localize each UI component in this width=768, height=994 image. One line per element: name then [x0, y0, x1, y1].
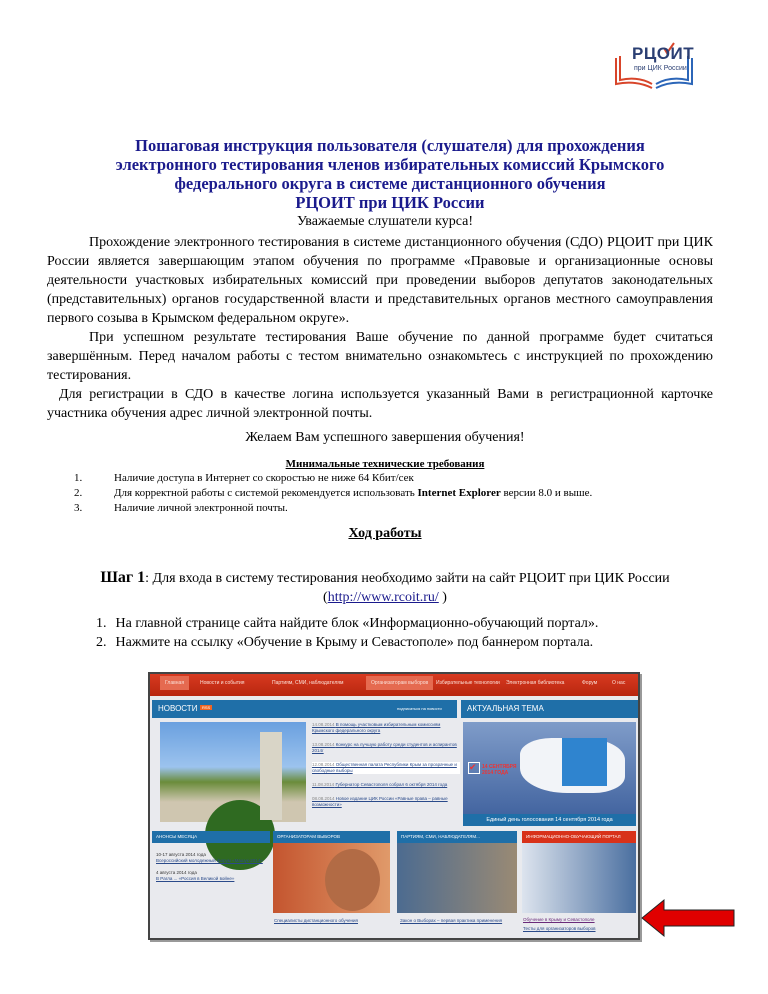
greeting: Уважаемые слушатели курса! [296, 214, 474, 229]
nav-item[interactable]: Электронная библиотека [506, 680, 565, 686]
requirement-item [74, 501, 592, 516]
parties-photo[interactable] [397, 843, 517, 913]
paragraph-intro [47, 233, 713, 328]
news-item[interactable] [312, 782, 460, 788]
item-text: Нажмите на ссылку «Обучение в Крыму и Севастополе» под баннером портала. [115, 635, 594, 650]
item-number: 1. [96, 616, 107, 631]
news-photo[interactable] [160, 722, 306, 822]
requirement-item [74, 471, 592, 486]
organizer-tests-link[interactable]: Тесты для организаторов выборов [523, 926, 596, 931]
parties-header: ПАРТИЯМ, СМИ, НАБЛЮДАТЕЛЯМ... [397, 831, 517, 843]
crimea-training-link[interactable]: Обучение в Крыму и Севастополе [523, 917, 595, 922]
title-line: электронного тестирования членов избирательных комиссий Крымского [115, 155, 665, 174]
paren: ( [323, 590, 328, 605]
step-instructions [96, 614, 598, 652]
news-link[interactable]: В помощь участковым избирательным комиссиям Крымского федерального округа [312, 722, 441, 733]
browser-name: Internet Explorer [417, 487, 501, 499]
item-number: 2. [74, 487, 83, 499]
wish-text: Желаем Вам успешного завершения обучения! [245, 430, 525, 445]
item-text: Наличие личной электронной почты. [114, 502, 288, 514]
rcoit-link[interactable]: http://www.rcoit.ru/ [327, 590, 439, 605]
step-label: Шаг 1 [100, 569, 146, 586]
checkmark-icon: ✔ [468, 762, 480, 774]
paragraph-login [47, 385, 713, 423]
news-date: 11.08.2014 [312, 782, 335, 787]
nav-item[interactable]: Форум [582, 680, 598, 686]
news-title: НОВОСТИ [158, 704, 198, 713]
title-line: РЦОИТ при ЦИК России [295, 193, 485, 212]
announce-date: 10-17 августа 2014 года [156, 852, 206, 857]
item-text: Для корректной работы с системой рекомендуется использовать [114, 487, 418, 499]
news-link[interactable]: Новое издание ЦИК России «Равные права – равные возможности» [312, 796, 448, 807]
news-item[interactable] [312, 722, 460, 734]
item-number: 2. [96, 635, 107, 650]
announce-link[interactable]: В Parла ... «Россия в Великой войне» [156, 876, 235, 881]
item-text: На главной странице сайта найдите блок «Информационно-обучающий портал». [115, 616, 599, 631]
parties-link[interactable]: Закон о Выборах – первая практика применения [400, 918, 503, 923]
announce-header: АНОНСЫ МЕСЯЦА [152, 831, 270, 843]
workflow-title: Ход работы [348, 526, 422, 541]
portal-header: ИНФОРМАЦИОННО-ОБУЧАЮЩИЙ ПОРТАЛ [522, 831, 636, 843]
clock-tower-image [260, 732, 282, 820]
news-date: 08.08.2014 [312, 796, 335, 801]
topic-title: АКТУАЛЬНАЯ ТЕМА [467, 704, 544, 713]
topic-header [461, 700, 638, 718]
topic-footer[interactable]: Единый день голосования 14 сентября 2014 года [463, 814, 636, 826]
paragraph-intro-text: Прохождение электронного тестирования в системе дистанционного обучения (СДО) РЦОИТ при ЦИК России является завершающим этапом обучения по программе «Правовые и организационные основы деятельности участковых избирательных комиссий при проведении выборов депутатов законодательных (представительных) органов государственной власти и представительных органов местного самоуправления первого созыва в Крымском федеральном округе». [47, 235, 713, 326]
news-item[interactable] [312, 796, 460, 808]
logo-title: РЦОИТ [632, 44, 695, 63]
announce-date: 4 августа 2014 года [156, 870, 197, 875]
subscribe-link[interactable]: подписаться на новости [397, 706, 442, 711]
announce-link[interactable]: Всероссийский молодежный форум «Машук-2014» [156, 858, 263, 863]
announcements [156, 852, 264, 882]
step-1 [40, 568, 730, 607]
item-number: 1. [74, 472, 83, 484]
item-text: версии 8.0 и выше. [500, 487, 593, 499]
nav-item[interactable]: Новости и события [200, 680, 245, 686]
news-date: 13.08.2014 [312, 742, 335, 747]
organizers-link[interactable]: Специалисты дистанционного обучения [274, 918, 358, 923]
nav-item[interactable]: Организаторам выборов [366, 676, 433, 690]
news-item[interactable] [312, 762, 460, 774]
news-link[interactable]: Общественная палата Республики Крым за прозрачные и свободные выборы [312, 762, 457, 773]
news-link[interactable]: Конкурс на лучшую работу среди студентов и аспирантов 2014г [312, 742, 457, 753]
paragraph-login-text: Для регистрации в СДО в качестве логина используется указанный Вами в регистрационной карточке участника обучения адрес личной электронной почты. [47, 387, 713, 421]
title-line: федерального округа в системе дистанционного обучения [174, 174, 606, 193]
map-region [562, 738, 607, 786]
nav-item[interactable]: Избирательные технологии [436, 680, 500, 686]
woman-portrait [325, 849, 380, 911]
news-list [312, 722, 460, 816]
item-text: Наличие доступа в Интернет со скоростью не ниже 64 Кбит/сек [114, 472, 414, 484]
instruction-item [96, 633, 598, 652]
site-nav [150, 674, 638, 696]
rcoit-logo [610, 42, 698, 92]
news-header [152, 700, 457, 718]
rss-icon[interactable]: RSS [202, 705, 211, 710]
portal-photo[interactable] [522, 843, 636, 913]
item-number: 3. [74, 502, 83, 514]
news-link[interactable]: Губернатор Севастополя собрал 6 октября 2014 года [335, 782, 448, 787]
paragraph-success-text: При успешном результате тестирования Ваше обучение по данной программе будет считаться завершённым. Перед началом работы с тестом внимательно ознакомьтесь с инструкцией по прохождению тестирования. [47, 330, 713, 383]
news-date: 14.08.2014 [312, 722, 335, 727]
instruction-item [96, 614, 598, 633]
step-text: : Для входа в систему тестирования необходимо зайти на сайт РЦОИТ при ЦИК России [145, 571, 670, 586]
news-item[interactable] [312, 742, 460, 754]
vote-date: 14 СЕНТЯБРЯ 2014 ГОДА [482, 764, 517, 776]
paren: ) [438, 590, 447, 605]
website-screenshot [148, 672, 640, 940]
nav-item[interactable]: Главная [160, 676, 189, 690]
paragraph-success [47, 328, 713, 385]
requirement-item [74, 486, 592, 501]
logo-subtitle: при ЦИК России [634, 65, 687, 72]
red-arrow-icon [640, 898, 736, 938]
news-date: 12.08.2014 [312, 762, 335, 767]
requirements-title: Минимальные технические требования [285, 458, 485, 470]
title-line: Пошаговая инструкция пользователя (слушателя) для прохождения [135, 136, 645, 155]
nav-item[interactable]: О нас [612, 680, 626, 686]
document-title [60, 136, 720, 212]
organizers-header: ОРГАНИЗАТОРАМ ВЫБОРОВ [273, 831, 390, 843]
nav-item[interactable]: Партиям, СМИ, наблюдателям [272, 680, 344, 686]
requirements-list [74, 471, 592, 516]
